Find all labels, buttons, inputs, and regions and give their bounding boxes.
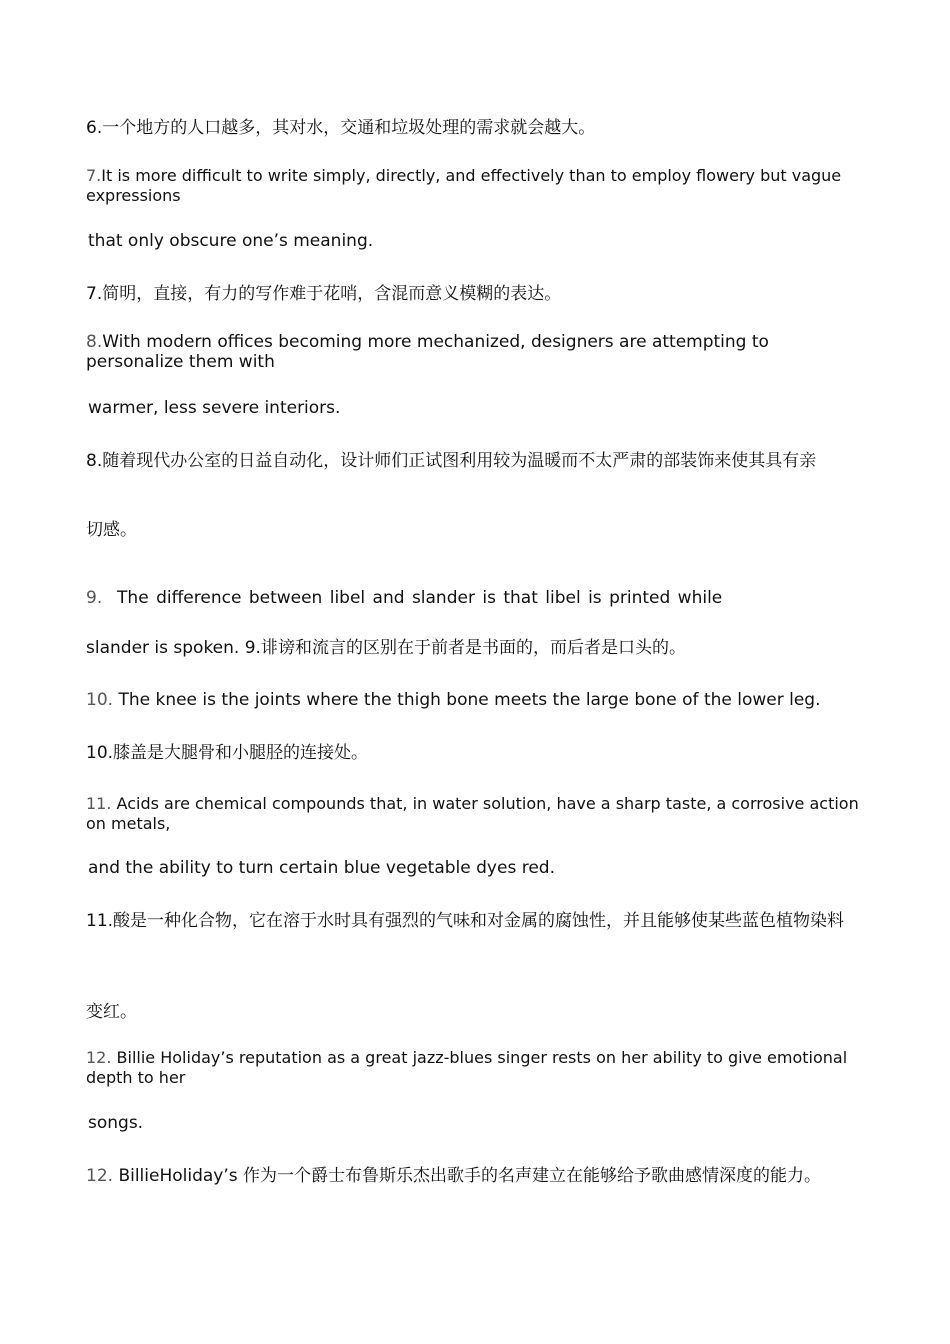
sentence-9-en-continued-with-translation: slander is spoken. 9.诽谤和流言的区别在于前者是书面的，而后者是口头的。 [86,638,686,658]
sentence-number: 9. [86,588,103,608]
sentence-8-en [86,332,866,372]
sentence-11-en-continued: and the ability to turn certain blue vegetable dyes red. [88,858,555,878]
sentence-12-en-continued: songs. [88,1113,144,1133]
sentence-text: It is more difficult to write simply, directly, and effectively than to employ flowery but vague expressions [86,166,842,205]
sentence-number: 7. [86,166,102,185]
sentence-7-en [86,166,866,206]
sentence-10-en [86,690,866,710]
sentence-8-en-continued: warmer, less severe interiors. [88,398,341,418]
sentence-text: The difference between libel and slander is that libel is printed while [117,588,723,608]
sentence-7-en-continued: that only obscure one’s meaning. [88,231,374,251]
translation-6-zh: 6.一个地方的人口越多，其对水，交通和垃圾处理的需求就会越大。 [86,118,596,138]
translation-8-zh: 8.随着现代办公室的日益自动化，设计师们正试图利用较为温暖而不太严肃的部装饰来使其具有亲 [86,451,817,471]
translation-11-zh: 11.酸是一种化合物，它在溶于水时具有强烈的气味和对金属的腐蚀性，并且能够使某些蓝色植物染料 [86,911,845,931]
translation-12-zh [86,1166,866,1186]
sentence-11-en [86,794,866,834]
sentence-number: 11. [86,794,112,813]
sentence-text: Acids are chemical compounds that, in water solution, have a sharp taste, a corrosive action on metals, [86,794,859,833]
sentence-number: 12. [86,1166,114,1186]
sentence-text: With modern offices becoming more mechanized, designers are attempting to personalize them with [86,332,769,372]
sentence-number: 10. [86,690,114,710]
translation-8-zh-continued: 切感。 [86,520,137,540]
sentence-12-en [86,1048,866,1088]
translation-7-zh: 7.简明，直接，有力的写作难于花哨，含混而意义模糊的表达。 [86,284,562,304]
translation-10-zh: 10.膝盖是大腿骨和小腿胫的连接处。 [86,743,369,763]
sentence-9-en [86,588,866,608]
sentence-number: 12. [86,1048,112,1067]
sentence-text: Billie Holiday’s reputation as a great jazz-blues singer rests on her ability to give emotional depth to her [86,1048,848,1087]
sentence-text: BillieHoliday’s 作为一个爵士布鲁斯乐杰出歌手的名声建立在能够给予歌曲感情深度的能力。 [118,1166,822,1186]
sentence-number: 8. [86,332,103,352]
sentence-text: The knee is the joints where the thigh bone meets the large bone of the lower leg. [118,690,821,710]
translation-11-zh-continued: 变红。 [86,1002,137,1022]
